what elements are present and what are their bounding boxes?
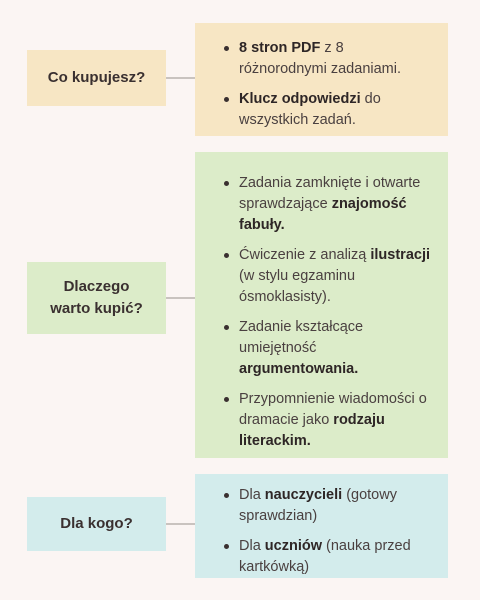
list-item: Dla nauczycieli (gotowy sprawdzian) — [221, 485, 432, 527]
bullet-icon — [224, 493, 229, 498]
label-co-kupujesz — [27, 50, 166, 106]
bullet-icon — [224, 544, 229, 549]
list-item: Zadania zamknięte i otwarte sprawdzające znajomość fabuły. — [221, 173, 432, 236]
label-dla-kogo — [27, 497, 166, 551]
list-item: Dla uczniów (nauka przed kartkówką) — [221, 536, 432, 578]
list-item: Klucz odpowiedzi do wszystkich zadań. — [221, 89, 432, 131]
content-co-kupujesz — [195, 23, 448, 136]
bullet-icon — [224, 46, 229, 51]
connector-line-1 — [165, 77, 195, 79]
label-text: Co kupujesz? — [47, 69, 146, 86]
bullet-icon — [224, 97, 229, 102]
list-item: Zadanie kształcące umiejętność argumentowania. — [221, 317, 432, 380]
bullet-icon — [224, 181, 229, 186]
connector-line-2 — [165, 297, 195, 299]
content-dlaczego-warto-kupic — [195, 152, 448, 458]
label-text: Dlaczego warto kupić? — [50, 278, 143, 317]
list-item: Ćwiczenie z analizą ilustracji (w stylu egzaminu ósmoklasisty). — [221, 245, 432, 308]
bullet-icon — [224, 397, 229, 402]
bullet-icon — [224, 325, 229, 330]
label-text: Dla kogo? — [60, 515, 133, 532]
list-item: Przypomnienie wiadomości o dramacie jako rodzaju literackim. — [221, 389, 432, 452]
connector-line-3 — [165, 523, 195, 525]
bullet-icon — [224, 253, 229, 258]
content-dla-kogo — [195, 474, 448, 578]
list-item: 8 stron PDF z 8 różnorodnymi zadaniami. — [221, 38, 432, 80]
label-dlaczego-warto-kupic — [27, 262, 166, 334]
